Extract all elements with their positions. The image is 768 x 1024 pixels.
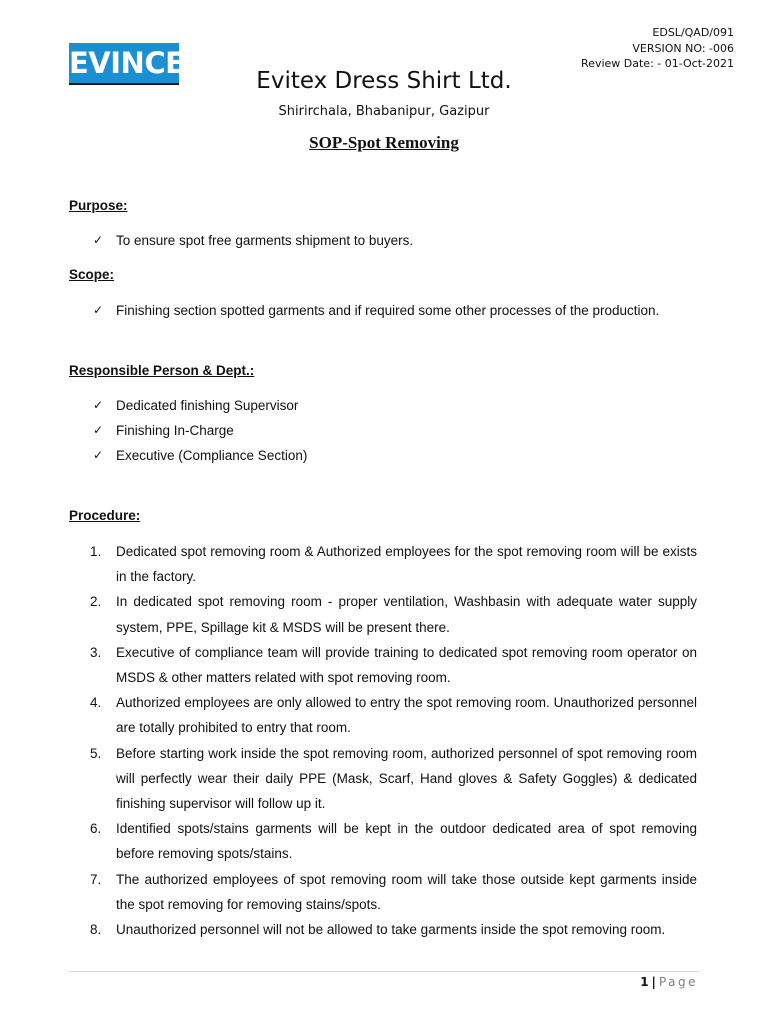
list-item-text: Finishing section spotted garments and if required some other processes of the production. [116, 303, 660, 318]
procedure-number: 3. [90, 644, 102, 660]
check-icon: ✓ [93, 448, 104, 462]
responsible-heading: Responsible Person & Dept.: [69, 363, 255, 378]
purpose-heading: Purpose: [69, 198, 128, 213]
list-item-text: Executive (Compliance Section) [116, 448, 308, 463]
procedure-text: Dedicated spot removing room & Authorized employees for the spot removing room will be exists in the factory. [116, 544, 697, 585]
procedure-number: 6. [90, 821, 102, 837]
procedure-number: 1. [90, 544, 102, 559]
list-item-text: Dedicated finishing Supervisor [116, 398, 299, 413]
procedure-number: 2. [90, 594, 102, 610]
check-icon: ✓ [93, 233, 104, 247]
check-icon: ✓ [93, 423, 104, 437]
procedure-item [90, 690, 697, 740]
logo-text: EVINCE [69, 46, 185, 80]
procedure-list [90, 539, 697, 942]
scope-heading: Scope: [69, 267, 115, 282]
procedure-item [90, 539, 697, 589]
doc-review-date: Review Date: - 01-Oct-2021 [581, 57, 734, 70]
document-title: SOP-Spot Removing [309, 133, 459, 152]
procedure-text: Executive of compliance team will provide training to dedicated spot removing room operator on MSDS & other matters related with spot removing room. [116, 644, 697, 686]
list-item [93, 418, 696, 443]
procedure-heading: Procedure: [69, 508, 141, 523]
procedure-number: 4. [90, 695, 102, 711]
procedure-text: In dedicated spot removing room - proper ventilation, Washbasin with adequate water supply system, PPE, Spillage kit & MSDS will be present there. [116, 594, 697, 635]
company-address: Shirirchala, Bhabanipur, Gazipur [278, 104, 490, 119]
page-word: Page [658, 975, 698, 989]
page-separator: | [651, 975, 656, 989]
procedure-item [90, 867, 697, 917]
procedure-text: Authorized employees are only allowed to entry the spot removing room. Unauthorized personnel are totally prohibited to entry that room. [116, 695, 697, 736]
procedure-item [90, 917, 697, 942]
procedure-item [90, 640, 697, 690]
list-item-text: To ensure spot free garments shipment to buyers. [116, 233, 414, 248]
doc-code: EDSL/QAD/091 [652, 26, 734, 39]
procedure-item [90, 589, 697, 639]
list-item [93, 393, 696, 418]
procedure-number: 7. [90, 871, 102, 887]
check-icon: ✓ [93, 398, 104, 412]
procedure-text: Before starting work inside the spot removing room, authorized personnel of spot removing room will perfectly wear their daily PPE (Mask, Scarf, Hand gloves & Safety Goggles) & dedicated finishing supervisor will follow up it. [116, 745, 697, 812]
list-item [93, 298, 696, 323]
procedure-item [90, 816, 697, 866]
page-number: 1 [640, 975, 649, 989]
scope-list [93, 298, 696, 323]
responsible-list [93, 393, 696, 468]
page-footer [640, 975, 698, 989]
procedure-text: Unauthorized personnel will not be allowed to take garments inside the spot removing room. [116, 922, 666, 938]
procedure-text: The authorized employees of spot removing room will take those outside kept garments inside the spot removing for removing stains/spots. [116, 871, 697, 912]
procedure-number: 8. [90, 922, 102, 938]
list-item-text: Finishing In-Charge [116, 423, 234, 438]
footer-divider [69, 971, 699, 972]
purpose-list [93, 228, 696, 253]
procedure-text: Identified spots/stains garments will be kept in the outdoor dedicated area of spot removing before removing spots/stains. [116, 821, 697, 862]
doc-version: VERSION NO: -006 [632, 41, 734, 55]
company-name: Evitex Dress Shirt Ltd. [256, 68, 512, 94]
procedure-item [90, 741, 697, 817]
document-info [581, 25, 734, 72]
procedure-number: 5. [90, 745, 102, 761]
check-icon: ✓ [93, 303, 104, 317]
list-item [93, 443, 696, 468]
list-item [93, 228, 696, 253]
